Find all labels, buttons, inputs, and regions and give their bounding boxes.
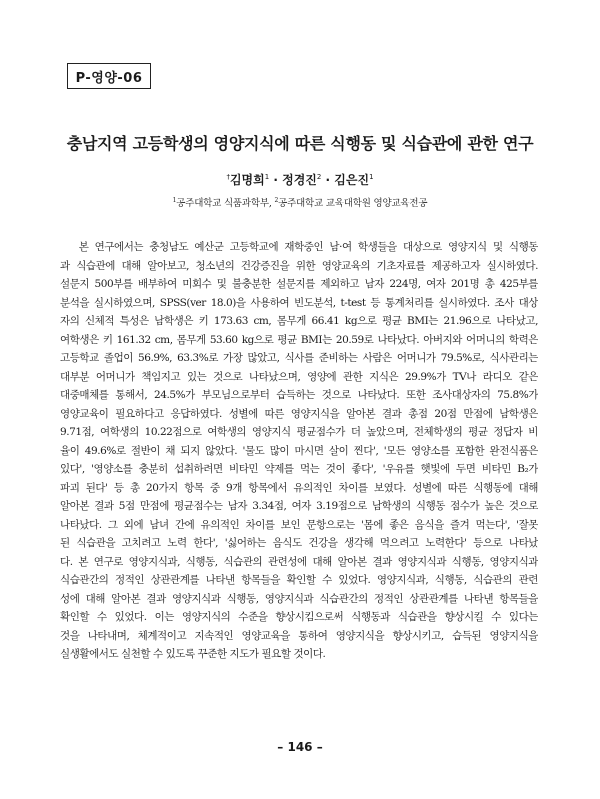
abstract-line: 확인할 수 있었다. 이는 영양지식의 수준을 향상시킴으로써 식행동과 식습관을 향상시킬 수 있다는 <box>60 611 538 623</box>
author-separator: · <box>269 173 283 187</box>
author-name: 김은진 <box>334 173 370 187</box>
abstract-line: 본 연구에서는 충청남도 예산군 고등학교에 재학중인 남·여 학생들을 대상으로 영양지식 및 식행동 <box>60 241 538 253</box>
author-name: 정경진 <box>282 173 317 187</box>
author-affil-mark: 2 <box>316 173 322 181</box>
abstract-line: 설문지 500부를 배부하여 미회수 및 불충분한 설문지를 제외하고 남자 224명, 여자 201명 총 425부를 <box>60 278 538 290</box>
author-affil-mark: 1 <box>369 173 374 181</box>
abstract-line: 9.71점, 여학생의 10.22점으로 여학생의 영양지식 평균점수가 더 높았으며, 전체학생의 평균 정답자 비 <box>60 426 538 438</box>
abstract-line: 영양교육이 필요하다고 응답하였다. 성별에 따른 영양지식을 알아본 결과 총점 20점 만점에 남학생은 <box>60 407 538 420</box>
abstract-line: 율이 49.6%로 절반이 채 되지 않았다. '물도 많이 마시면 살이 찐다', '모든 영양소를 포함한 완전식품은 <box>60 444 538 457</box>
abstract-line: 다. 본 연구로 영양지식과, 식행동, 식습관의 관련성에 대해 알아본 결과 영양지식과 식행동, 영양지식과 <box>60 555 538 568</box>
corresponding-mark: † <box>226 173 230 181</box>
abstract-line: 나타났다. 그 외에 남녀 간에 유의적인 차이를 보인 문항으로는 '몸에 좋은 음식을 즐겨 먹는다', '잘못 <box>60 518 538 531</box>
page-number: – 146 – <box>277 740 323 754</box>
affiliation-text: 공주대학교 교육대학원 영양교육전공 <box>278 198 428 209</box>
author-name: 김명희 <box>229 173 265 187</box>
affiliation-text: 공주대학교 식품과학부, <box>176 198 275 209</box>
abstract-line: 있다', '영양소를 충분히 섭취하려면 비타민 약제를 먹는 것이 좋다', '우유를 햇빛에 두면 비타민 B₂가 <box>60 463 538 475</box>
affil-mark: 2 <box>274 197 279 204</box>
abstract-line: 된 식습관을 고치려고 노력 한다', '싫어하는 음식도 건강을 생각해 먹으려고 노력한다' 등으로 나타났 <box>60 537 538 549</box>
abstract-line: 성에 대해 알아본 결과 영양지식과 식행동, 영양지식과 식습관간의 정적인 상관관계를 나타낸 항목들을 <box>60 592 538 605</box>
abstract-line: 식습관간의 정적인 상관관계를 나타낸 항목들을 확인할 수 있었다. 영양지식과, 식행동, 식습관의 관련 <box>60 574 538 586</box>
abstract-line: 과 식습관에 대해 알아보고, 청소년의 건강증진을 위한 영양교육의 기초자료를 제공하고자 실시하였다. <box>60 259 538 272</box>
author-separator: · <box>321 173 335 187</box>
abstract-body <box>60 238 538 664</box>
abstract-line: 여학생은 키 161.32 cm, 몸무게 53.60 kg으로 평균 BMI는 20.59로 나타났다. 아버지와 어머니의 학력은 <box>60 333 538 346</box>
abstract-line: 대중매체를 통해서, 24.5%가 부모님으로부터 습득하는 것으로 나타났다. 또한 조사대상자의 75.8%가 <box>60 389 538 401</box>
abstract-line: 알아본 결과 5점 만점에 평균점수는 남자 3.34점, 여자 3.19점으로 남학생의 식행동 점수가 높은 것으로 <box>60 500 538 512</box>
abstract-line: 고등학교 졸업이 56.9%, 63.3%로 가장 많았고, 식사를 준비하는 사람은 어머니가 79.5%로, 식사관리는 <box>60 352 538 364</box>
author-list <box>40 171 560 188</box>
abstract-line: 대부분 어머니가 책임지고 있는 것으로 나타났으며, 영양에 관한 지식은 29.9%가 TV나 라디오 같은 <box>60 370 538 383</box>
abstract-line: 실생활에서도 실천할 수 있도록 꾸준한 지도가 필요할 것이다. <box>60 648 326 660</box>
affiliations <box>40 195 560 209</box>
session-label: P-영양-06 <box>67 63 151 89</box>
abstract-line: 분석을 실시하였으며, SPSS(ver 18.0)을 사용하여 빈도분석, t-test 등 통계처리를 실시하였다. 조사 대상 <box>60 296 538 309</box>
paper-title: 충남지역 고등학생의 영양지식에 따른 식행동 및 식습관에 관한 연구 <box>66 134 534 153</box>
abstract-line: 것을 나타내며, 체계적이고 지속적인 영양교육을 통하여 영양지식을 향상시키고, 습득된 영양지식을 <box>60 629 538 642</box>
abstract-line: 자의 신체적 특성은 남학생은 키 173.63 cm, 몸무게 66.41 kg으로 평균 BMI는 21.96으로 나타났고, <box>60 315 538 327</box>
abstract-line: 파괴 된다' 등 총 20가지 항목 중 9개 항목에서 유의적인 차이를 보였다. 성별에 따른 식행동에 대해 <box>60 481 538 494</box>
author-affil-mark: 1 <box>264 173 270 181</box>
affil-mark: 1 <box>172 197 177 204</box>
